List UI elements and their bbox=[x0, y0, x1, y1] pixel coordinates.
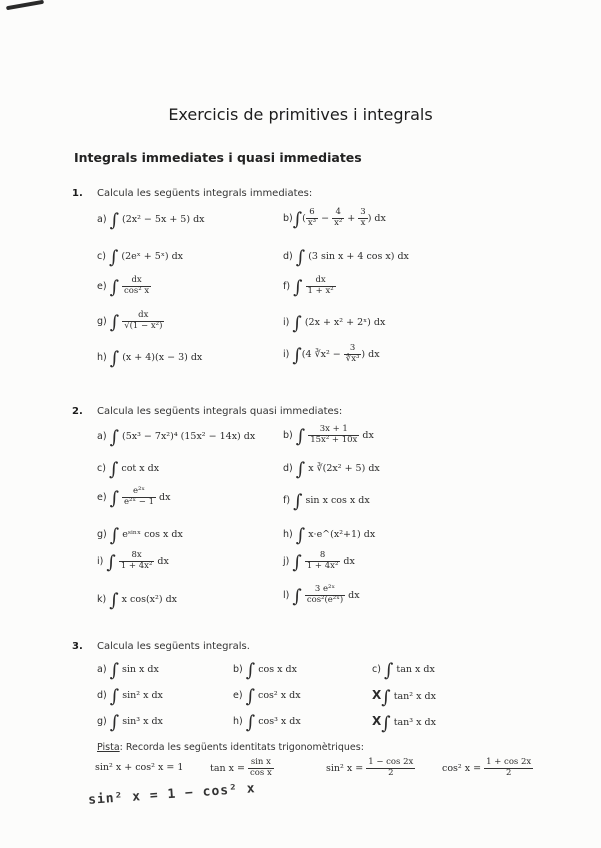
q3-item-c: c) ∫ tan x dx bbox=[372, 660, 435, 681]
q2-item-h: h) ∫ x·e^(x²+1) dx bbox=[283, 525, 376, 546]
handwritten-cross-mark: X bbox=[372, 688, 382, 702]
q2-item-g: g) ∫ eˢⁱⁿˣ cos x dx bbox=[97, 525, 183, 546]
q3-item-f: X∫ tan² x dx bbox=[372, 687, 436, 708]
identity-pythagorean: sin² x + cos² x = 1 bbox=[95, 762, 184, 773]
question-3-instruction: Calcula les següents integrals. bbox=[97, 641, 250, 652]
q1-item-h: h) ∫ (x + 4)(x − 3) dx bbox=[97, 348, 203, 369]
q1-item-a: a) ∫ (2x² − 5x + 5) dx bbox=[97, 210, 205, 231]
question-3-number: 3. bbox=[72, 641, 83, 652]
q1-item-f: f) ∫ $\frac{dx}{\text{1 + x²}}$ bbox=[283, 275, 334, 298]
question-1-instruction: Calcula les següents integrals immediates: bbox=[97, 188, 313, 199]
q2-item-l: l) ∫ $\frac{\text{3 e²ˣ}}{\text{cos²(e²ˣ)}}$ dx bbox=[283, 584, 360, 607]
q1-item-c: c) ∫ (2eˣ + 5ˣ) dx bbox=[97, 247, 184, 268]
identity-tan: tan x = $\frac{\text{sin x}}{\text{cos x}}$ bbox=[210, 757, 272, 778]
identity-sin-squared: sin² x = $\frac{1 - \cos 2x}{2}$ bbox=[326, 757, 414, 778]
q2-item-k: k) ∫ x cos(x²) dx bbox=[97, 590, 178, 611]
q2-item-a: a) ∫ (5x³ − 7x²)⁴ (15x² − 14x) dx bbox=[97, 427, 256, 448]
section-heading: Integrals immediates i quasi immediates bbox=[74, 150, 362, 165]
q2-item-c: c) ∫ cot x dx bbox=[97, 459, 160, 480]
q2-item-i: i) ∫ $\frac{8x}{\text{1 + 4x²}}$ dx bbox=[97, 550, 169, 573]
q3-item-g: g) ∫ sin³ x dx bbox=[97, 712, 163, 733]
q2-item-b: b) ∫ $\frac{3x + 1}{\text{15x² + 10x}}$ dx bbox=[283, 424, 374, 447]
pen-mark bbox=[6, 0, 44, 10]
q2-item-j: j) ∫ $\frac{8}{\text{1 + 4x²}}$ dx bbox=[283, 550, 355, 573]
q2-item-d: d) ∫ x ∛(2x² + 5) dx bbox=[283, 459, 380, 480]
question-1-number: 1. bbox=[72, 188, 83, 199]
hint-text: : Recorda les següents identitats trigonomètriques: bbox=[119, 742, 364, 753]
q3-item-e: e) ∫ cos² x dx bbox=[233, 686, 301, 707]
question-2-number: 2. bbox=[72, 406, 83, 417]
q3-item-b: b) ∫ cos x dx bbox=[233, 660, 297, 681]
q2-item-f: f) ∫ sin x cos x dx bbox=[283, 491, 370, 512]
hint-line bbox=[97, 742, 364, 753]
q1-item-d: d) ∫ (3 sin x + 4 cos x) dx bbox=[283, 247, 409, 268]
hint-label: Pista bbox=[97, 742, 120, 753]
identity-cos-squared: cos² x = $\frac{1 + \cos 2x}{2}$ bbox=[442, 757, 532, 778]
q1-item-g: g) ∫ $\frac{dx}{\text{√(1 − x²)}}$ bbox=[97, 310, 163, 333]
q3-item-i: X∫ tan³ x dx bbox=[372, 713, 436, 734]
q1-item-i: i) ∫(4 ∛x² − $\frac{3}{\text{∜x³}}$ ) dx bbox=[283, 343, 380, 366]
q3-item-d: d) ∫ sin² x dx bbox=[97, 686, 163, 707]
page-title: Exercicis de primitives i integrals bbox=[168, 105, 433, 124]
question-2-instruction: Calcula les següents integrals quasi immediates: bbox=[97, 406, 343, 417]
handwritten-cross-mark: X bbox=[372, 714, 382, 728]
q3-item-a: a) ∫ sin x dx bbox=[97, 660, 159, 681]
q1-item-b: b)∫( $\frac{6}{\text{x³}}$ − $\frac{4}{\text{x²}}$ + $\frac{3}{x}$ ) dx bbox=[283, 207, 386, 230]
q1-item-e: e) ∫ $\frac{dx}{\text{cos² x}}$ bbox=[97, 275, 150, 298]
q2-item-e: e) ∫ $\frac{\text{e²ˣ}}{\text{e²ˣ − 1}}$ dx bbox=[97, 486, 171, 509]
q3-item-h: h) ∫ cos³ x dx bbox=[233, 712, 301, 733]
handwritten-note: sin² x = 1 − cos² x bbox=[87, 781, 257, 808]
q1-item-i2: i) ∫ (2x + x² + 2ˣ) dx bbox=[283, 313, 386, 334]
